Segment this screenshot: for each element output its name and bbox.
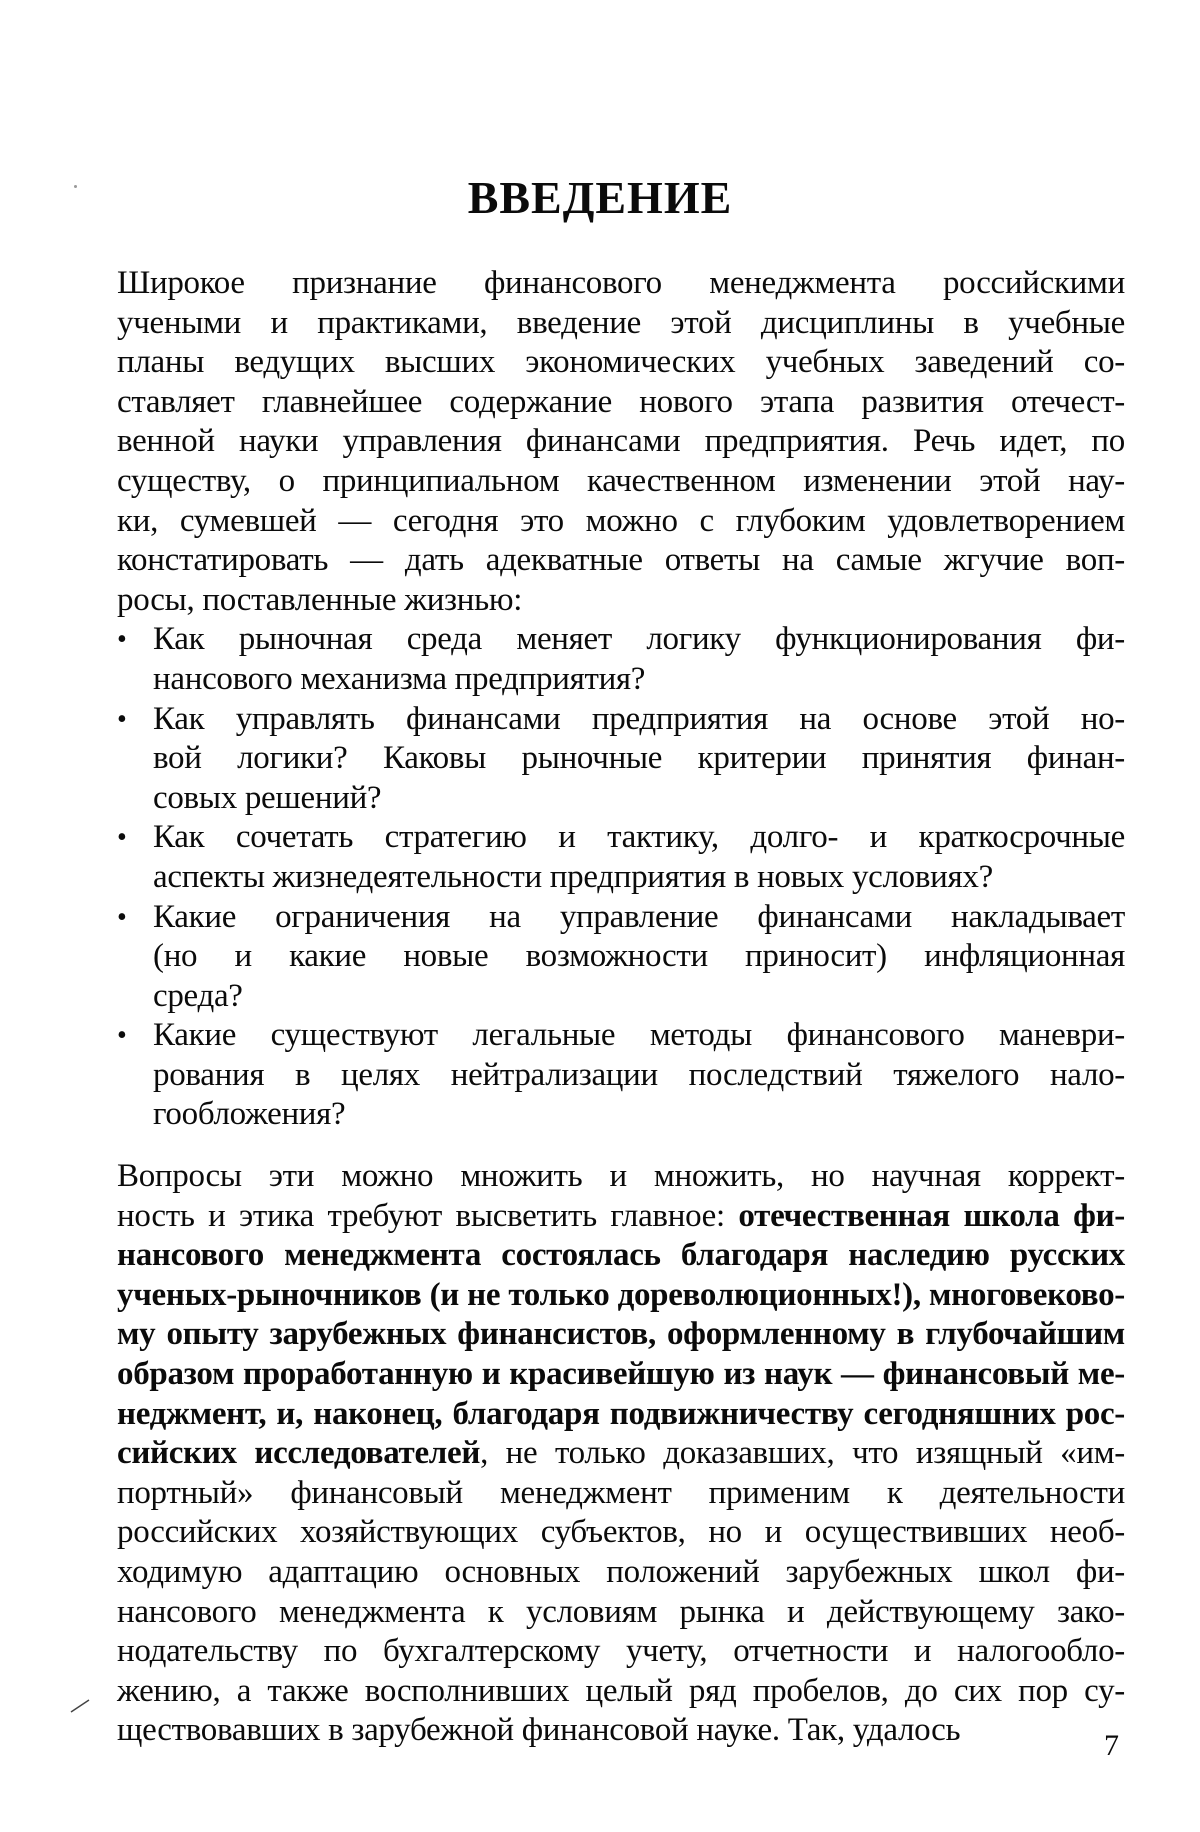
text-line: (но и какие новые возможности приносит) инфляционная [153, 938, 1125, 975]
page-number: 7 [1104, 1729, 1119, 1762]
text-line: Широкое признание финансового менеджмента российскими [117, 265, 1125, 301]
list-item [117, 1016, 1125, 1135]
text-line: нансового механизма предприятия? [153, 660, 646, 697]
bold-text-run: образом проработанную и красивейшую из наук — финансовый ме- [117, 1356, 1125, 1393]
text-line [117, 1315, 1125, 1355]
list-item [117, 700, 1125, 819]
text-line: Как рыночная среда меняет логику функционирования фи- [153, 621, 1125, 658]
text-line [117, 1157, 1125, 1197]
text-run: ществовавших в зарубежной финансовой науке. Так, удалось [117, 1712, 961, 1749]
list-item [117, 620, 1125, 699]
closing-paragraph [117, 1157, 1125, 1751]
text-line [117, 1395, 1125, 1435]
text-line: планы ведущих высших экономических учебных заведений со- [117, 344, 1125, 381]
text-line [117, 1711, 1125, 1751]
text-line [117, 1355, 1125, 1395]
text-line [117, 1434, 1125, 1474]
text-line: вой логики? Каковы рыночные критерии принятия финан- [153, 740, 1125, 777]
text-line [117, 1632, 1125, 1672]
text-line: гообложения? [153, 1096, 346, 1133]
text-line [117, 1197, 1125, 1237]
text-line [117, 1553, 1125, 1593]
page-title: ВВЕДЕНИЕ [467, 172, 733, 223]
text-line: ки, сумевшей — сегодня это можно с глубоким удовлетворением [117, 502, 1125, 539]
text-line: совых решений? [153, 779, 382, 816]
text-run: , не только доказавших, что изящный «им- [480, 1435, 1126, 1472]
text-run: нансового менеджмента к условиям рынка и действующему зако- [117, 1593, 1125, 1630]
text-line: существу, о принципиальном качественном изменении этой нау- [117, 462, 1125, 499]
list-item [117, 898, 1125, 1017]
intro-paragraph [117, 264, 1125, 620]
text-run: российских хозяйствующих субъектов, но и осуществивших необ- [117, 1514, 1125, 1551]
scan-stroke-mark [70, 1699, 90, 1713]
bold-text-run: ученых-рыночников (и не только дореволюционных!), многовеково- [117, 1276, 1125, 1313]
text-line: констатировать — дать адекватные ответы на самые жгучие воп- [117, 542, 1125, 579]
text-line [117, 1513, 1125, 1553]
bold-text-run: сийских исследователей [117, 1435, 481, 1472]
text-line: Как управлять финансами предприятия на основе этой но- [153, 700, 1125, 737]
bullet-icon: • [117, 822, 127, 854]
question-list [117, 620, 1125, 1135]
text-line: Какие ограничения на управление финансами накладывает [153, 898, 1125, 935]
text-run: портный» финансовый менеджмент применим к деятельности [117, 1474, 1125, 1511]
text-run: Вопросы эти можно множить и множить, но научная коррект- [117, 1158, 1125, 1195]
bullet-icon: • [117, 901, 127, 933]
text-line [117, 1236, 1125, 1276]
bold-text-run: отечественная школа фи- [738, 1197, 1125, 1234]
bold-text-run: неджмент, и, наконец, благодаря подвижничеству сегодняшних рос- [117, 1395, 1125, 1432]
bold-text-run: му опыту зарубежных финансистов, оформленному в глубочайшим [117, 1316, 1125, 1353]
text-line [117, 1474, 1125, 1514]
text-line: ставляет главнейшее содержание нового этапа развития отечест- [117, 383, 1125, 420]
text-line [117, 1276, 1125, 1316]
text-line [117, 1593, 1125, 1633]
page-body [117, 264, 1125, 1751]
text-line [117, 1672, 1125, 1712]
text-line: венной науки управления финансами предприятия. Речь идет, по [117, 423, 1125, 460]
bullet-icon: • [117, 1020, 127, 1052]
text-run: ходимую адаптацию основных положений зарубежных школ фи- [117, 1554, 1125, 1590]
text-line: рования в целях нейтрализации последствий тяжелого нало- [153, 1056, 1125, 1093]
text-run: жению, а также восполнивших целый ряд пробелов, до сих пор су- [117, 1672, 1125, 1709]
text-line: Как сочетать стратегию и тактику, долго- и краткосрочные [153, 819, 1125, 856]
bold-text-run: нансового менеджмента состоялась благодаря наследию русских [117, 1237, 1125, 1274]
text-line: росы, поставленные жизнью: [117, 581, 523, 618]
text-line: Какие существуют легальные методы финансового маневри- [153, 1017, 1125, 1054]
bullet-icon: • [117, 624, 127, 656]
text-line: учеными и практиками, введение этой дисциплины в учебные [117, 304, 1125, 341]
text-run: ность и этика требуют высветить главное: [117, 1197, 739, 1234]
bullet-icon: • [117, 703, 127, 735]
text-line: аспекты жизнедеятельности предприятия в новых условиях? [153, 858, 993, 895]
text-run: нодательству по бухгалтерскому учету, отчетности и налогообло- [117, 1633, 1125, 1670]
text-line: среда? [153, 977, 243, 1014]
list-item [117, 818, 1125, 897]
